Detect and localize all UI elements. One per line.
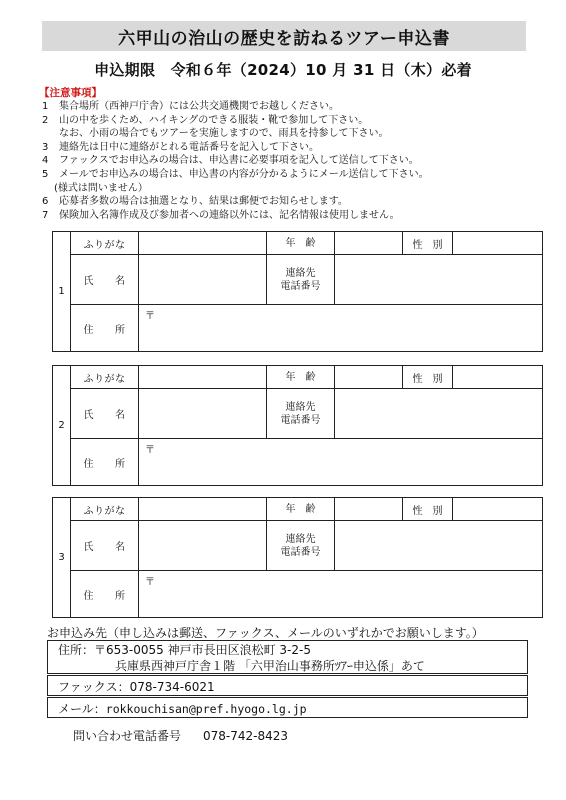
contact-label-line2: 電話番号 xyxy=(280,280,321,292)
address-field[interactable] xyxy=(139,571,543,618)
note-item xyxy=(42,127,562,141)
phone-field[interactable] xyxy=(335,389,543,439)
fax-number: 078-734-6021 xyxy=(129,680,215,694)
postal-mark: 〒 xyxy=(145,311,155,322)
note-number: 6 xyxy=(42,196,49,208)
page-title: 六甲山の治山の歴史を訪ねるツアー申込書 xyxy=(118,28,450,49)
name-field[interactable] xyxy=(139,521,267,571)
age-field[interactable] xyxy=(335,498,403,521)
postal-mark: 〒 xyxy=(145,577,155,588)
age-field[interactable] xyxy=(335,366,403,389)
note-text: 山の中を歩くため、ハイキングのできる服装・靴で参加して下さい。 xyxy=(59,114,369,126)
fax-label: ファックス： xyxy=(58,680,130,694)
address-field[interactable] xyxy=(139,439,543,486)
destination-fax-box xyxy=(47,675,528,696)
contact-label xyxy=(267,255,335,305)
age-label: 年 齢 xyxy=(267,498,335,521)
phone-field[interactable] xyxy=(335,255,543,305)
address-label: 住 所 xyxy=(71,305,139,352)
note-text: (様式は問いません） xyxy=(54,182,148,194)
inquiry-line xyxy=(73,727,288,744)
entry-form-1 xyxy=(52,231,543,352)
name-label: 氏 名 xyxy=(71,255,139,305)
note-text: 応募者多数の場合は抽選となり、結果は郵便でお知らせします。 xyxy=(59,196,348,208)
entry-form-2 xyxy=(52,365,543,486)
entry-number: 3 xyxy=(53,498,71,618)
sex-label: 性 別 xyxy=(403,232,453,255)
name-field[interactable] xyxy=(139,389,267,439)
note-number: 7 xyxy=(42,209,49,221)
contact-label-line2: 電話番号 xyxy=(280,414,321,426)
note-item xyxy=(42,154,562,168)
address-label: 住 所 xyxy=(71,439,139,486)
age-label: 年 齢 xyxy=(267,366,335,389)
sex-field[interactable] xyxy=(453,498,543,521)
name-field[interactable] xyxy=(139,255,267,305)
contact-label xyxy=(267,389,335,439)
note-item xyxy=(42,141,562,155)
destination-heading: お申込み先（申し込みは郵送、ファックス、メールのいずれかでお願いします。） xyxy=(47,626,484,640)
note-text: 集合場所（西神戸庁舎）には公共交通機関でお越しください。 xyxy=(59,101,339,112)
furigana-field[interactable] xyxy=(139,366,267,389)
contact-label-line1: 連絡先 xyxy=(285,267,316,279)
note-text: メールでお申込みの場合は、申込書の内容が分かるようにメール送信して下さい。 xyxy=(59,168,429,180)
title-banner xyxy=(42,21,526,51)
furigana-label: ふりがな xyxy=(71,232,139,255)
inquiry-phone: 078-742-8423 xyxy=(203,729,289,743)
note-item xyxy=(42,114,562,128)
contact-label-line2: 電話番号 xyxy=(280,546,321,558)
note-text: ファックスでお申込みの場合は、申込書に必要事項を記入して送信して下さい。 xyxy=(59,155,419,167)
note-text: なお、小雨の場合でもツアーを実施しますので、雨具を持参して下さい。 xyxy=(59,128,389,140)
furigana-field[interactable] xyxy=(139,232,267,255)
entry-number: 2 xyxy=(53,366,71,486)
note-number: 2 xyxy=(42,114,49,126)
furigana-label: ふりがな xyxy=(71,498,139,521)
address-field[interactable] xyxy=(139,305,543,352)
note-item xyxy=(42,209,562,223)
destination-mail-box xyxy=(47,697,528,718)
furigana-label: ふりがな xyxy=(71,366,139,389)
note-number: 1 xyxy=(42,101,49,112)
note-item xyxy=(42,182,562,196)
name-label: 氏 名 xyxy=(71,389,139,439)
name-label: 氏 名 xyxy=(71,521,139,571)
note-text: 連絡先は日中に連絡がとれる電話番号を記入して下さい。 xyxy=(59,141,319,153)
mail-label: メール： xyxy=(58,702,106,716)
inquiry-label: 問い合わせ電話番号 xyxy=(73,729,182,743)
sex-label: 性 別 xyxy=(403,498,453,521)
address-label: 住 所 xyxy=(71,571,139,618)
note-number: 3 xyxy=(42,141,49,153)
sex-label: 性 別 xyxy=(403,366,453,389)
contact-label-line1: 連絡先 xyxy=(285,533,316,545)
note-item xyxy=(42,195,562,209)
furigana-field[interactable] xyxy=(139,498,267,521)
destination-address-box xyxy=(47,640,528,674)
sex-field[interactable] xyxy=(453,232,543,255)
note-number xyxy=(42,127,59,141)
note-text: 保険加入名簿作成及び参加者への連絡以外には、記名情報は使用しません。 xyxy=(59,209,400,221)
destination-address-line1: 住所：〒653-0055 神戸市長田区浪松町 3-2-5 xyxy=(58,643,311,657)
deadline-text: 申込期限 令和６年（2024）10 月 31 日（木）必着 xyxy=(94,61,472,79)
notes-list xyxy=(42,100,562,222)
note-item xyxy=(42,100,562,114)
notes-heading: 【注意事項】 xyxy=(39,87,102,99)
entry-form-3 xyxy=(52,497,543,618)
contact-label-line1: 連絡先 xyxy=(285,401,316,413)
contact-label xyxy=(267,521,335,571)
note-number: 4 xyxy=(42,155,49,167)
mail-address-link[interactable]: rokkouchisan@pref.hyogo.lg.jp xyxy=(105,702,307,716)
age-field[interactable] xyxy=(335,232,403,255)
sex-field[interactable] xyxy=(453,366,543,389)
note-item xyxy=(42,168,562,182)
phone-field[interactable] xyxy=(335,521,543,571)
note-number: 5 xyxy=(42,168,49,180)
postal-mark: 〒 xyxy=(145,445,155,456)
entry-number: 1 xyxy=(53,232,71,352)
destination-address-line2: 兵庫県西神戸庁舎１階 「六甲治山事務所ﾂｱｰ申込係」あて xyxy=(115,659,425,673)
age-label: 年 齢 xyxy=(267,232,335,255)
